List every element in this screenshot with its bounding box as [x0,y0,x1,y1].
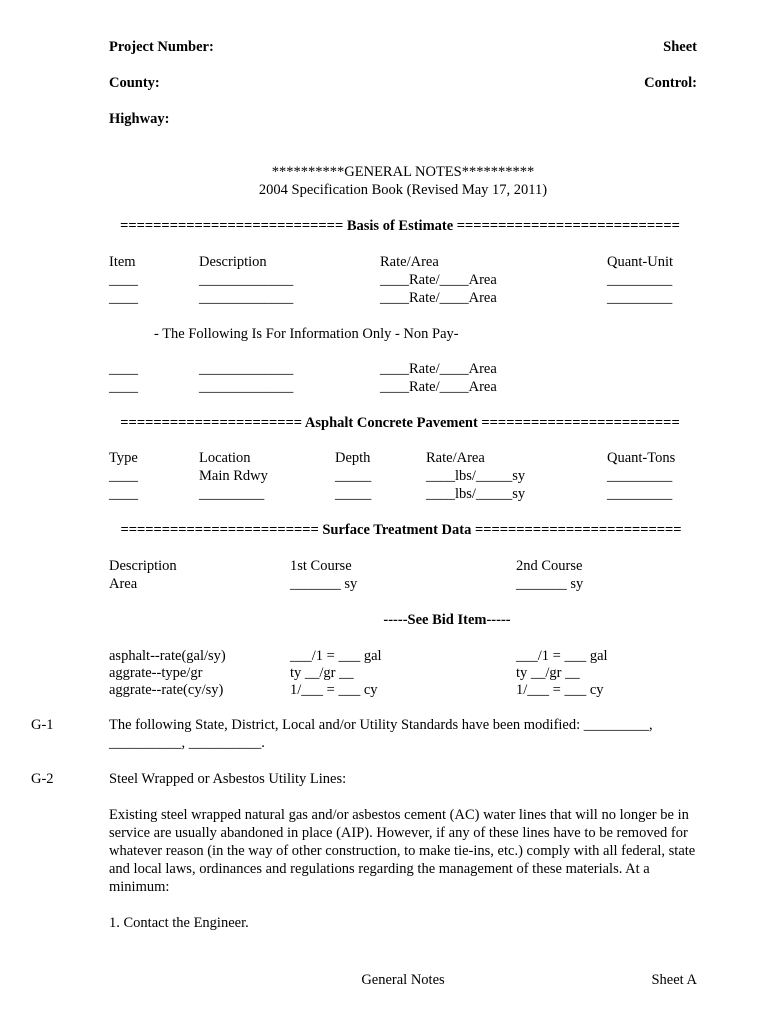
info-rate-blank: ____Rate/____Area [380,379,497,395]
asphalt-rate-blank: ____lbs/_____sy [426,486,526,502]
basis-rate-blank: ____Rate/____Area [380,290,497,306]
asphalt-location-blank: _________ [199,486,265,502]
second-course-sy-blank: _______ sy [516,576,584,592]
first-course-type-blank: ty __/gr __ [290,665,354,681]
basis-rate-blank: ____Rate/____Area [380,272,497,288]
control-label: Control: [644,75,697,91]
second-course-cy-blank: 1/___ = ___ cy [516,682,604,698]
see-bid-item: -----See Bid Item----- [383,612,511,628]
col-quant-unit: Quant-Unit [607,254,674,270]
aggrate-type-row-label: aggrate--type/gr [109,665,203,681]
g2-label: G-2 [31,771,54,787]
col-rate-area: Rate/Area [380,254,439,270]
g2-item-1: 1. Contact the Engineer. [109,915,249,931]
col-item: Item [109,254,136,270]
highway-label: Highway: [109,111,170,127]
info-item-blank: ____ [109,379,138,395]
info-desc-blank: _____________ [199,361,294,377]
second-course-gal-blank: ___/1 = ___ gal [516,648,608,664]
asphalt-pavement-heading: ====================== Asphalt Concrete Pavement ======================== [120,415,680,431]
g1-text: The following State, District, Local and/or Utility Standards have been modified: _________, __________, __________. [109,717,653,751]
col-depth: Depth [335,450,371,466]
asphalt-depth-blank: _____ [335,486,372,502]
info-rate-blank: ____Rate/____Area [380,361,497,377]
project-number-label: Project Number: [109,39,214,55]
basis-quant-blank: _________ [607,272,673,288]
asphalt-type-blank: ____ [109,486,138,502]
second-course-type-blank: ty __/gr __ [516,665,580,681]
first-course-label: 1st Course [290,558,352,574]
col-quant-tons: Quant-Tons [607,450,676,466]
g1-label: G-1 [31,717,54,733]
surface-description-label: Description [109,558,177,574]
basis-desc-blank: _____________ [199,290,294,306]
g2-title: Steel Wrapped or Asbestos Utility Lines: [109,771,347,787]
surface-treatment-heading: ======================== Surface Treatment Data ========================= [120,522,682,538]
asphalt-location-value: Main Rdwy [199,468,268,484]
info-only-note: - The Following Is For Information Only - Non Pay- [154,326,459,342]
asphalt-quant-blank: _________ [607,468,673,484]
basis-item-blank: ____ [109,272,138,288]
surface-area-label: Area [109,576,138,592]
basis-quant-blank: _________ [607,290,673,306]
first-course-gal-blank: ___/1 = ___ gal [290,648,382,664]
spec-book-subtitle: 2004 Specification Book (Revised May 17, 2011) [258,182,548,198]
asphalt-quant-blank: _________ [607,486,673,502]
second-course-label: 2nd Course [516,558,583,574]
asphalt-depth-blank: _____ [335,468,372,484]
basis-of-estimate-heading: =========================== Basis of Estimate =========================== [120,218,680,234]
asphalt-rate-row-label: asphalt--rate(gal/sy) [109,648,226,664]
aggrate-rate-row-label: aggrate--rate(cy/sy) [109,682,224,698]
col-type: Type [109,450,138,466]
basis-desc-blank: _____________ [199,272,294,288]
g2-paragraph: Existing steel wrapped natural gas and/or asbestos cement (AC) water lines that will no longer be in service are usually abandoned in place (AIP). However, if any of these lines have to be removed for whatever reason (in the way of other construction, to make tie-ins, etc.) comply with all federal, state and local laws, ordinances and regulations regarding the management of these materials. At a minimum: [109,807,696,895]
county-label: County: [109,75,160,91]
general-notes-title: **********GENERAL NOTES********** [271,164,535,180]
footer-title: General Notes [361,972,445,988]
col-location: Location [199,450,251,466]
first-course-cy-blank: 1/___ = ___ cy [290,682,378,698]
info-item-blank: ____ [109,361,138,377]
basis-item-blank: ____ [109,290,138,306]
first-course-sy-blank: _______ sy [290,576,358,592]
info-desc-blank: _____________ [199,379,294,395]
asphalt-rate-blank: ____lbs/_____sy [426,468,526,484]
footer-sheet: Sheet A [651,972,697,988]
sheet-label: Sheet [663,39,697,55]
asphalt-type-blank: ____ [109,468,138,484]
col-description: Description [199,254,267,270]
col-rate-area: Rate/Area [426,450,485,466]
